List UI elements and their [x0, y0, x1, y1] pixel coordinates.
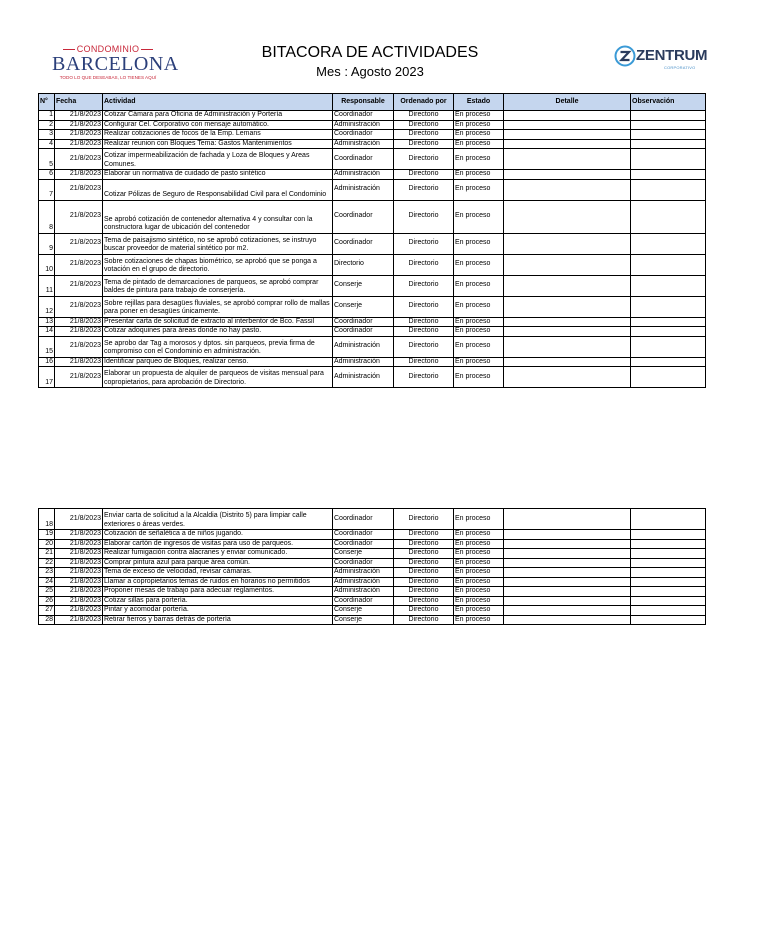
cell-ordenado: Directorio: [394, 615, 454, 625]
cell-number: 25: [39, 587, 55, 597]
cell-ordenado: Directorio: [394, 577, 454, 587]
cell-observacion: [631, 596, 706, 606]
cell-observacion: [631, 296, 706, 317]
cell-fecha: 21/8/2023: [55, 170, 103, 180]
cell-fecha: 21/8/2023: [55, 275, 103, 296]
cell-detalle: [504, 170, 631, 180]
cell-ordenado: Directorio: [394, 367, 454, 388]
cell-number: 20: [39, 539, 55, 549]
cell-fecha: 21/8/2023: [55, 200, 103, 233]
cell-responsable: Administración: [333, 336, 394, 357]
activities-table-part-2: [38, 508, 706, 625]
cell-ordenado: Directorio: [394, 149, 454, 170]
cell-responsable: Coordinador: [333, 509, 394, 530]
cell-number: 12: [39, 296, 55, 317]
cell-observacion: [631, 509, 706, 530]
cell-observacion: [631, 170, 706, 180]
cell-observacion: [631, 139, 706, 149]
cell-fecha: 21/8/2023: [55, 558, 103, 568]
table-row: [39, 367, 706, 388]
table-row: [39, 275, 706, 296]
cell-responsable: Administración: [333, 577, 394, 587]
cell-detalle: [504, 558, 631, 568]
cell-number: 9: [39, 233, 55, 254]
cell-detalle: [504, 549, 631, 559]
table-header-row: [39, 94, 706, 111]
cell-fecha: 21/8/2023: [55, 254, 103, 275]
cell-actividad: Cotizar Cámara para Oficina de Administración y Portería: [103, 111, 333, 121]
cell-detalle: [504, 120, 631, 130]
cell-actividad: Llamar a copropietarios temas de ruidos en horarios no permitidos: [103, 577, 333, 587]
cell-detalle: [504, 200, 631, 233]
col-header-ordenado: Ordenado por: [394, 94, 454, 111]
cell-responsable: Administración: [333, 139, 394, 149]
cell-estado: En proceso: [454, 233, 504, 254]
cell-detalle: [504, 317, 631, 327]
logo-tagline: TODO LO QUE DESEABAS, LO TIENES AQUÍ: [59, 75, 157, 80]
cell-fecha: 21/8/2023: [55, 327, 103, 337]
cell-fecha: 21/8/2023: [55, 357, 103, 367]
cell-actividad: Se aprobo dar Tag a morosos y dptos. sin parqueos, previa firma de compromiso con el Condominio en administración.: [103, 336, 333, 357]
cell-ordenado: Directorio: [394, 568, 454, 578]
cell-responsable: Administración: [333, 587, 394, 597]
cell-detalle: [504, 606, 631, 616]
table-row: [39, 549, 706, 559]
cell-actividad: Tema de paisajismo sintético, no se aprobó cotizaciones, se instruyo buscar proveedor de material sintético por m2.: [103, 233, 333, 254]
cell-number: 13: [39, 317, 55, 327]
cell-actividad: Cotizar Pólizas de Seguro de Responsabilidad Civil para el Condominio: [103, 179, 333, 200]
cell-estado: En proceso: [454, 587, 504, 597]
cell-observacion: [631, 111, 706, 121]
cell-observacion: [631, 568, 706, 578]
col-header-estado: Estado: [454, 94, 504, 111]
cell-actividad: Sobre rejillas para desagües fluviales, se aprobó comprar rollo de mallas para poner en desagües únicamente.: [103, 296, 333, 317]
cell-responsable: Administración: [333, 170, 394, 180]
cell-number: 19: [39, 530, 55, 540]
table-row: [39, 558, 706, 568]
table-body-part-1: [39, 111, 706, 388]
cell-estado: En proceso: [454, 530, 504, 540]
logo-zentrum-sub: CORPORATIVO: [664, 65, 696, 70]
logo-barcelona-text: BARCELONA: [52, 53, 179, 75]
cell-detalle: [504, 509, 631, 530]
cell-ordenado: Directorio: [394, 275, 454, 296]
cell-number: 27: [39, 606, 55, 616]
cell-actividad: Configurar Cel. Corporativo con mensaje automático.: [103, 120, 333, 130]
table-row: [39, 530, 706, 540]
cell-responsable: Coordinador: [333, 200, 394, 233]
col-header-actividad: Actividad: [103, 94, 333, 111]
cell-responsable: Coordinador: [333, 130, 394, 140]
cell-estado: En proceso: [454, 130, 504, 140]
cell-ordenado: Directorio: [394, 606, 454, 616]
cell-responsable: Administración: [333, 367, 394, 388]
cell-number: 15: [39, 336, 55, 357]
activities-table-part-1: [38, 93, 706, 388]
table-row: [39, 139, 706, 149]
cell-actividad: Cotizar impermeabilización de fachada y Loza de Bloques y Areas Comunes.: [103, 149, 333, 170]
cell-observacion: [631, 357, 706, 367]
cell-estado: En proceso: [454, 509, 504, 530]
cell-ordenado: Directorio: [394, 549, 454, 559]
cell-fecha: 21/8/2023: [55, 509, 103, 530]
cell-fecha: 21/8/2023: [55, 367, 103, 388]
cell-ordenado: Directorio: [394, 170, 454, 180]
cell-number: 8: [39, 200, 55, 233]
cell-fecha: 21/8/2023: [55, 120, 103, 130]
cell-number: 17: [39, 367, 55, 388]
cell-detalle: [504, 336, 631, 357]
cell-estado: En proceso: [454, 327, 504, 337]
cell-responsable: Coordinador: [333, 111, 394, 121]
cell-fecha: 21/8/2023: [55, 568, 103, 578]
cell-estado: En proceso: [454, 275, 504, 296]
cell-number: 2: [39, 120, 55, 130]
zentrum-mark-icon: [614, 45, 636, 67]
cell-responsable: Conserje: [333, 549, 394, 559]
cell-actividad: Elaborar un normativa de cuidado de pasto sintético: [103, 170, 333, 180]
cell-observacion: [631, 549, 706, 559]
cell-observacion: [631, 558, 706, 568]
cell-observacion: [631, 317, 706, 327]
cell-estado: En proceso: [454, 200, 504, 233]
cell-actividad: Cotización de señalética a de niños jugando.: [103, 530, 333, 540]
cell-fecha: 21/8/2023: [55, 539, 103, 549]
cell-detalle: [504, 367, 631, 388]
cell-number: 5: [39, 149, 55, 170]
cell-responsable: Coordinador: [333, 327, 394, 337]
cell-estado: En proceso: [454, 139, 504, 149]
cell-estado: En proceso: [454, 549, 504, 559]
cell-ordenado: Directorio: [394, 327, 454, 337]
cell-responsable: Administración: [333, 179, 394, 200]
cell-observacion: [631, 179, 706, 200]
cell-actividad: Realizar cotizaciones de focos de la Emp. Lemans: [103, 130, 333, 140]
cell-responsable: Administración: [333, 120, 394, 130]
page-title: BITACORA DE ACTIVIDADES: [261, 44, 479, 61]
table-row: [39, 509, 706, 530]
cell-observacion: [631, 606, 706, 616]
cell-ordenado: Directorio: [394, 539, 454, 549]
cell-estado: En proceso: [454, 336, 504, 357]
table-row: [39, 568, 706, 578]
cell-estado: En proceso: [454, 317, 504, 327]
cell-observacion: [631, 149, 706, 170]
table-row: [39, 596, 706, 606]
cell-fecha: 21/8/2023: [55, 530, 103, 540]
cell-responsable: Directorio: [333, 254, 394, 275]
cell-actividad: Realizar reunion con Bloques Tema: Gastos Mantenimientos: [103, 139, 333, 149]
cell-ordenado: Directorio: [394, 296, 454, 317]
cell-observacion: [631, 577, 706, 587]
cell-actividad: Se aprobó cotización de contenedor alternativa 4 y consultar con la constructora lugar de ubicación del contenedor: [103, 200, 333, 233]
cell-estado: En proceso: [454, 357, 504, 367]
cell-number: 11: [39, 275, 55, 296]
cell-ordenado: Directorio: [394, 139, 454, 149]
cell-observacion: [631, 130, 706, 140]
cell-detalle: [504, 130, 631, 140]
cell-detalle: [504, 530, 631, 540]
cell-ordenado: Directorio: [394, 558, 454, 568]
cell-actividad: Cotizar adoquines para áreas donde no hay pasto.: [103, 327, 333, 337]
cell-observacion: [631, 120, 706, 130]
cell-number: 18: [39, 509, 55, 530]
cell-observacion: [631, 275, 706, 296]
cell-responsable: Coordinador: [333, 317, 394, 327]
cell-responsable: Coordinador: [333, 149, 394, 170]
table-row: [39, 577, 706, 587]
col-header-num: N°: [39, 94, 55, 111]
cell-observacion: [631, 615, 706, 625]
cell-detalle: [504, 296, 631, 317]
table-row: [39, 296, 706, 317]
cell-ordenado: Directorio: [394, 317, 454, 327]
cell-ordenado: Directorio: [394, 357, 454, 367]
cell-fecha: 21/8/2023: [55, 587, 103, 597]
cell-number: 6: [39, 170, 55, 180]
cell-estado: En proceso: [454, 558, 504, 568]
table-row: [39, 615, 706, 625]
table-row: [39, 130, 706, 140]
table-row: [39, 149, 706, 170]
cell-ordenado: Directorio: [394, 530, 454, 540]
cell-estado: En proceso: [454, 179, 504, 200]
table-row: [39, 357, 706, 367]
cell-observacion: [631, 587, 706, 597]
cell-observacion: [631, 327, 706, 337]
cell-detalle: [504, 111, 631, 121]
table-row: [39, 317, 706, 327]
table-row: [39, 327, 706, 337]
cell-estado: En proceso: [454, 120, 504, 130]
cell-fecha: 21/8/2023: [55, 111, 103, 121]
cell-estado: En proceso: [454, 367, 504, 388]
cell-ordenado: Directorio: [394, 233, 454, 254]
table-body-part-2: [39, 509, 706, 625]
cell-actividad: Comprar pintura azul para parque área común.: [103, 558, 333, 568]
cell-actividad: Pintar y acomodar portería.: [103, 606, 333, 616]
col-header-detalle: Detalle: [504, 94, 631, 111]
cell-estado: En proceso: [454, 149, 504, 170]
col-header-observacion: Observación: [631, 94, 706, 111]
cell-actividad: Presentar carta de solicitud de extracto al interbentor de Bco. Fassil: [103, 317, 333, 327]
cell-number: 3: [39, 130, 55, 140]
cell-number: 1: [39, 111, 55, 121]
cell-responsable: Conserje: [333, 296, 394, 317]
cell-responsable: Coordinador: [333, 539, 394, 549]
cell-number: 23: [39, 568, 55, 578]
cell-detalle: [504, 179, 631, 200]
cell-observacion: [631, 367, 706, 388]
cell-actividad: Identificar parqueo de Bloques, realizar censo.: [103, 357, 333, 367]
cell-actividad: Sobre cotizaciones de chapas biométrico, se aprobó que se ponga a votación en el grupo de directorio.: [103, 254, 333, 275]
table-row: [39, 179, 706, 200]
cell-number: 22: [39, 558, 55, 568]
cell-ordenado: Directorio: [394, 179, 454, 200]
cell-estado: En proceso: [454, 615, 504, 625]
cell-estado: En proceso: [454, 577, 504, 587]
cell-estado: En proceso: [454, 254, 504, 275]
cell-responsable: Coordinador: [333, 233, 394, 254]
cell-number: 24: [39, 577, 55, 587]
cell-fecha: 21/8/2023: [55, 549, 103, 559]
cell-actividad: Realizar fumigación contra alacranes y enviar comunicado.: [103, 549, 333, 559]
table-row: [39, 336, 706, 357]
cell-fecha: 21/8/2023: [55, 296, 103, 317]
cell-actividad: Retirar fierros y barras detrás de portería: [103, 615, 333, 625]
cell-fecha: 21/8/2023: [55, 130, 103, 140]
cell-number: 28: [39, 615, 55, 625]
cell-ordenado: Directorio: [394, 587, 454, 597]
cell-detalle: [504, 254, 631, 275]
table-row: [39, 606, 706, 616]
cell-fecha: 21/8/2023: [55, 615, 103, 625]
cell-actividad: Tema de exceso de velocidad, revisar cámaras.: [103, 568, 333, 578]
logo-condominio-text: CONDOMINIO: [52, 44, 164, 54]
cell-detalle: [504, 615, 631, 625]
cell-number: 14: [39, 327, 55, 337]
cell-fecha: 21/8/2023: [55, 596, 103, 606]
cell-detalle: [504, 577, 631, 587]
cell-number: 21: [39, 549, 55, 559]
cell-detalle: [504, 233, 631, 254]
table-row: [39, 233, 706, 254]
zentrum-logo: [612, 44, 708, 72]
cell-fecha: 21/8/2023: [55, 149, 103, 170]
cell-fecha: 21/8/2023: [55, 606, 103, 616]
cell-fecha: 21/8/2023: [55, 139, 103, 149]
cell-observacion: [631, 530, 706, 540]
table-row: [39, 111, 706, 121]
table-row: [39, 170, 706, 180]
cell-detalle: [504, 568, 631, 578]
cell-responsable: Conserje: [333, 606, 394, 616]
cell-estado: En proceso: [454, 539, 504, 549]
cell-fecha: 21/8/2023: [55, 577, 103, 587]
cell-estado: En proceso: [454, 296, 504, 317]
cell-ordenado: Directorio: [394, 596, 454, 606]
cell-detalle: [504, 275, 631, 296]
cell-estado: En proceso: [454, 111, 504, 121]
cell-ordenado: Directorio: [394, 120, 454, 130]
cell-ordenado: Directorio: [394, 254, 454, 275]
cell-number: 4: [39, 139, 55, 149]
cell-estado: En proceso: [454, 596, 504, 606]
cell-detalle: [504, 596, 631, 606]
cell-responsable: Conserje: [333, 615, 394, 625]
cell-observacion: [631, 254, 706, 275]
cell-estado: En proceso: [454, 170, 504, 180]
cell-ordenado: Directorio: [394, 130, 454, 140]
cell-responsable: Conserje: [333, 275, 394, 296]
cell-fecha: 21/8/2023: [55, 336, 103, 357]
cell-detalle: [504, 327, 631, 337]
cell-observacion: [631, 539, 706, 549]
cell-detalle: [504, 587, 631, 597]
cell-actividad: Cotizar sillas para portería.: [103, 596, 333, 606]
cell-ordenado: Directorio: [394, 336, 454, 357]
cell-number: 7: [39, 179, 55, 200]
table-row: [39, 254, 706, 275]
cell-actividad: Enviar carta de solicitud a la Alcaldia (Distrito 5) para limpiar calle exteriores o áreas verdes.: [103, 509, 333, 530]
cell-observacion: [631, 233, 706, 254]
table-row: [39, 539, 706, 549]
table-row: [39, 200, 706, 233]
cell-number: 26: [39, 596, 55, 606]
cell-detalle: [504, 539, 631, 549]
cell-responsable: Coordinador: [333, 596, 394, 606]
cell-ordenado: Directorio: [394, 200, 454, 233]
col-header-fecha: Fecha: [55, 94, 103, 111]
cell-observacion: [631, 200, 706, 233]
col-header-responsable: Responsable: [333, 94, 394, 111]
cell-number: 16: [39, 357, 55, 367]
cell-observacion: [631, 336, 706, 357]
cell-responsable: Coordinador: [333, 558, 394, 568]
cell-fecha: 21/8/2023: [55, 179, 103, 200]
cell-detalle: [504, 139, 631, 149]
table-row: [39, 120, 706, 130]
cell-responsable: Administración: [333, 357, 394, 367]
cell-fecha: 21/8/2023: [55, 233, 103, 254]
cell-estado: En proceso: [454, 606, 504, 616]
cell-detalle: [504, 149, 631, 170]
cell-estado: En proceso: [454, 568, 504, 578]
table-row: [39, 587, 706, 597]
cell-detalle: [504, 357, 631, 367]
cell-ordenado: Directorio: [394, 111, 454, 121]
cell-actividad: Elaborar un propuesta de alquiler de parqueos de visitas mensual para copropietarios, para aprobación de Directorio.: [103, 367, 333, 388]
logo-zentrum-text: ZENTRUM: [636, 47, 708, 64]
cell-actividad: Proponer mesas de trabajo para adecuar reglamentos.: [103, 587, 333, 597]
cell-actividad: Tema de pintado de demarcaciones de parqueos, se aprobó comprar baldes de pintura para trabajo de conserjería.: [103, 275, 333, 296]
page-subtitle: Mes : Agosto 2023: [316, 64, 424, 79]
cell-actividad: Elaborar cartón de ingresos de visitas para uso de parqueos.: [103, 539, 333, 549]
cell-responsable: Coordinador: [333, 530, 394, 540]
cell-ordenado: Directorio: [394, 509, 454, 530]
cell-responsable: Administración: [333, 568, 394, 578]
condominio-barcelona-logo: [52, 44, 179, 84]
cell-number: 10: [39, 254, 55, 275]
cell-fecha: 21/8/2023: [55, 317, 103, 327]
